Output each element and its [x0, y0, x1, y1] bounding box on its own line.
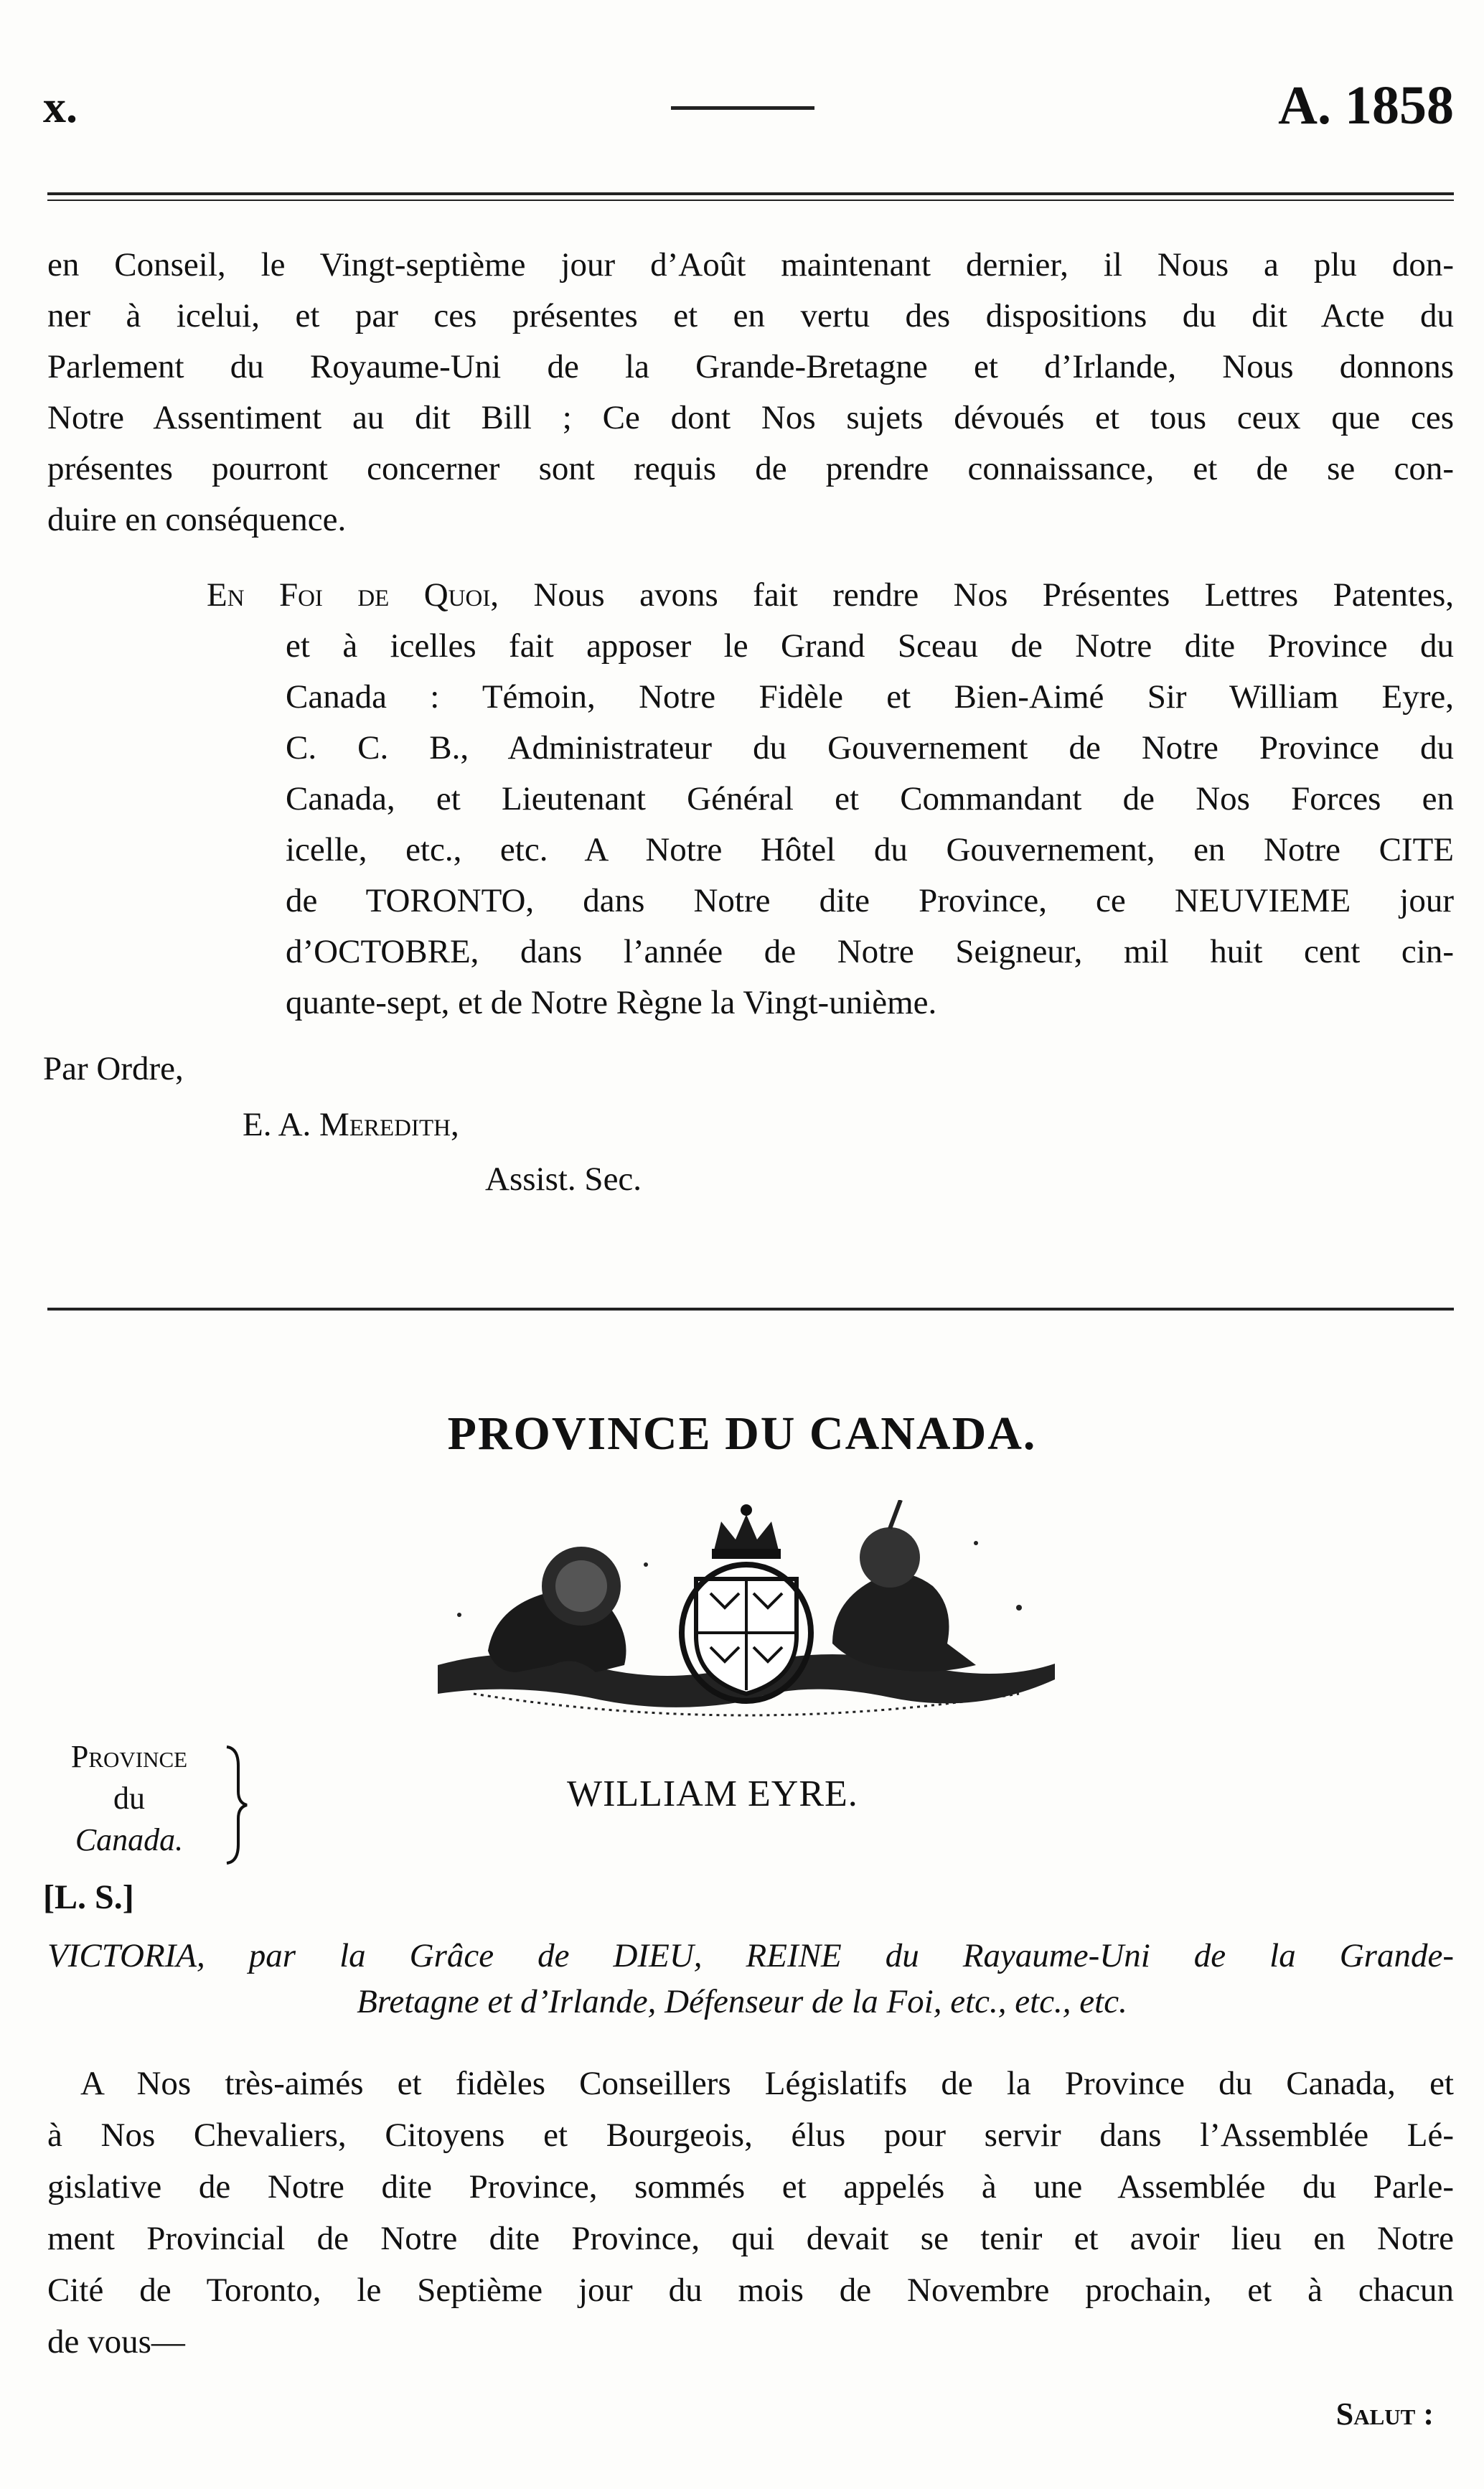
header-dash [671, 106, 814, 110]
witness-line: et à icelles fait apposer le Grand Sceau de Notre dite Province du [286, 627, 1454, 665]
proclamation-line: A Nos très-aimés et fidèles Conseillers Législatifs de la Province du Canada, et [80, 2065, 1454, 2102]
witness-line-1: Nous avons fait rendre Nos Présentes Lettres Patentes, [499, 576, 1454, 614]
text-line: présentes pourront concerner sont requis de prendre connaissance, et de se con- [47, 450, 1454, 487]
witness-line: Canada, et Lieutenant Général et Commandant de Nos Forces en [286, 780, 1454, 817]
text-line: Notre Assentiment au dit Bill ; Ce dont Nos sujets dévoués et tous ceux que ces [47, 399, 1454, 436]
section-divider [47, 1308, 1454, 1311]
text-line: en Conseil, le Vingt-septième jour d’Août maintenant dernier, il Nous a plu don- [47, 246, 1454, 283]
royal-title-line-2: Bretagne et d’Irlande, Défenseur de la Foi, etc., etc., etc. [357, 1983, 1127, 2020]
coat-of-arms-emblem [431, 1500, 1062, 1737]
witness-line: icelle, etc., etc. A Notre Hôtel du Gouvernement, en Notre CITE [286, 831, 1454, 868]
by-order: Par Ordre, [43, 1050, 184, 1087]
signatory-title: Assist. Sec. [485, 1161, 642, 1198]
du-word: du [113, 1781, 145, 1816]
proclamation-line: de vous— [47, 2323, 185, 2361]
witness-line: Canada : Témoin, Notre Fidèle et Bien-Aimé Sir William Eyre, [286, 678, 1454, 716]
proclamation-line: à Nos Chevaliers, Citoyens et Bourgeois, élus pour servir dans l’Assemblée Lé- [47, 2117, 1454, 2154]
text-line: duire en conséquence. [47, 501, 347, 538]
page-mark: x. [43, 81, 78, 132]
canada-word: Canada. [75, 1822, 184, 1857]
text-line: ner à icelui, et par ces présentes et en vertu des dispositions du dit Acte du [47, 297, 1454, 334]
witness-line: quante-sept, et de Notre Règne la Vingt-unième. [286, 984, 937, 1021]
text-line: Parlement du Royaume-Uni de la Grande-Bretagne et d’Irlande, Nous donnons [47, 348, 1454, 385]
year-heading: A. 1858 [1278, 75, 1454, 136]
signatory-name: E. A. Meredith, [243, 1106, 459, 1143]
proclamation-line: gislative de Notre dite Province, sommés et appelés à une Assemblée du Parle- [47, 2168, 1454, 2206]
header-rule-bottom [47, 200, 1454, 201]
witness-lead: En Foi de Quoi, [207, 576, 499, 614]
witness-line: de TORONTO, dans Notre dite Province, ce NEUVIEME jour [286, 882, 1454, 919]
curly-brace-icon [221, 1744, 250, 1866]
witness-line: d’OCTOBRE, dans l’année de Notre Seigneur, mil huit cent cin- [286, 933, 1454, 970]
header-rule-top [47, 192, 1454, 195]
locus-sigilli: [L. S.] [43, 1878, 134, 1916]
royal-title-line-1: VICTORIA, par la Grâce de DIEU, REINE du Rayaume-Uni de la Grande- [47, 1937, 1454, 1974]
witness-line: C. C. B., Administrateur du Gouvernement de Notre Province du [286, 729, 1454, 767]
salutation: Salut : [1335, 2396, 1434, 2432]
province-word: Province [70, 1739, 188, 1774]
witness-first-line [207, 570, 1454, 621]
governor-name: WILLIAM EYRE. [567, 1773, 858, 1814]
proclamation-line: Cité de Toronto, le Septième jour du mois de Novembre prochain, et à chacun [47, 2272, 1454, 2309]
proclamation-line: ment Provincial de Notre dite Province, qui devait se tenir et avoir lieu en Notre [47, 2220, 1454, 2257]
proclamation-heading: PROVINCE DU CANADA. [447, 1407, 1037, 1460]
